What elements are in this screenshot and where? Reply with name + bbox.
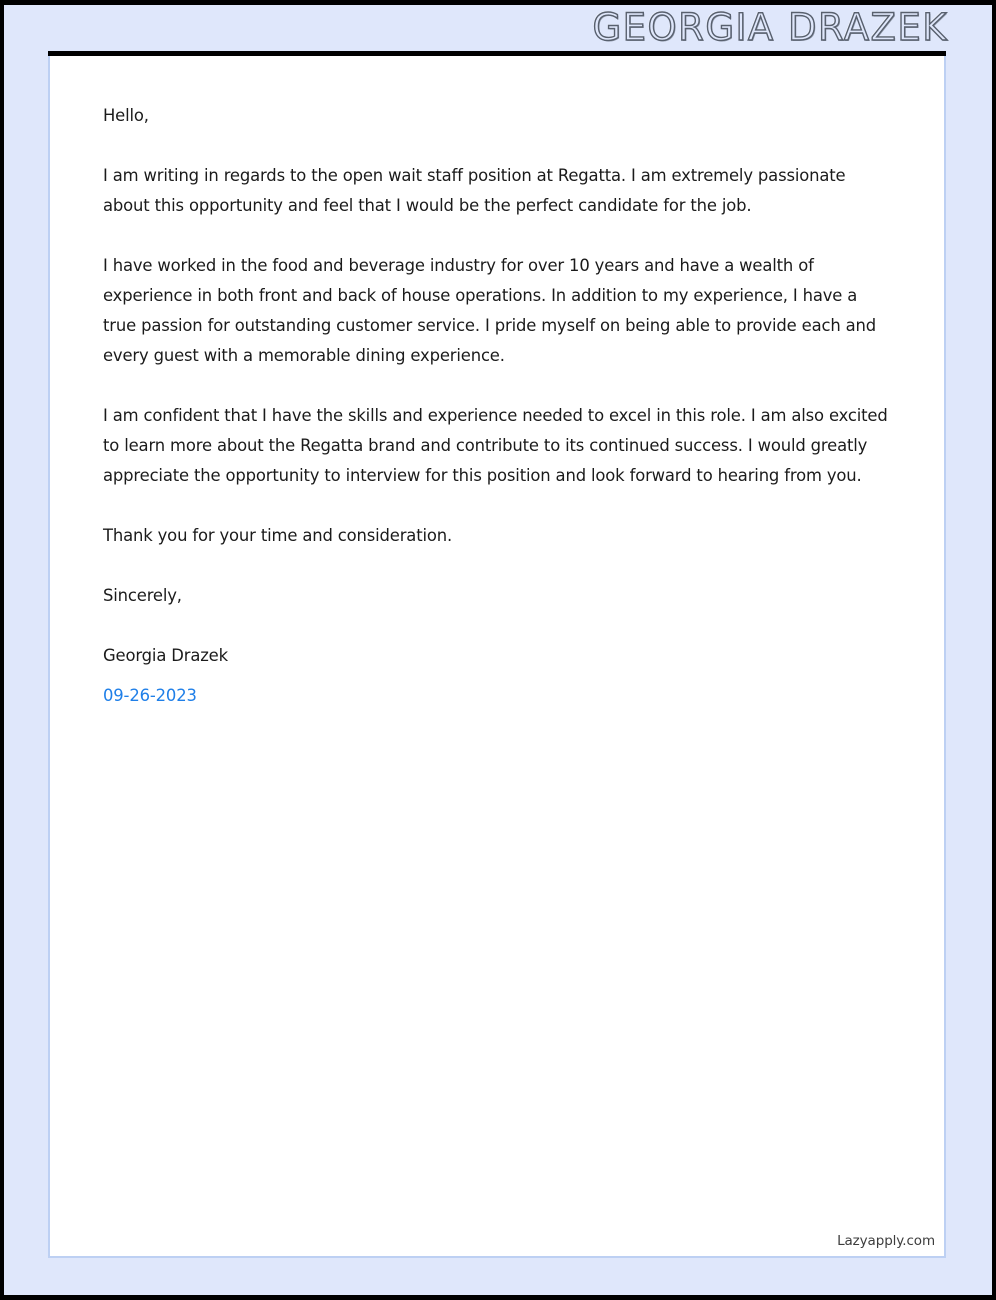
letter-salutation: Hello, [103,106,149,125]
letter-paragraph-1: I am writing in regards to the open wait staff position at Regatta. I am extremely passionate about this opportunity and feel that I would be the perfect candidate for the job. [103,166,846,215]
letter-thanks: Thank you for your time and consideration. [103,526,453,545]
footer-brand: Lazyapply.com [837,1233,935,1249]
letter-paragraph-2: I have worked in the food and beverage industry for over 10 years and have a wealth of experience in both front and back of house operations. In addition to my experience, I have a true passion for outstanding customer service. I pride myself on being able to provide each and every guest with a memorable dining experience. [103,256,877,365]
signature-name: Georgia Drazek [103,646,228,665]
page-canvas [4,5,992,1295]
letterhead [4,5,992,55]
signature-date: 09-26-2023 [103,686,197,705]
letter-sheet [48,56,946,1258]
letter-paragraph-3: I am confident that I have the skills and experience needed to excel in this role. I am also excited to learn more about the Regatta brand and contribute to its continued success. I would greatly appreciate the opportunity to interview for this position and look forward to hearing from you. [103,406,888,485]
letter-body [103,101,891,711]
letterhead-name: GEORGIA DRAZEK [592,6,948,49]
letter-closing: Sincerely, [103,586,182,605]
